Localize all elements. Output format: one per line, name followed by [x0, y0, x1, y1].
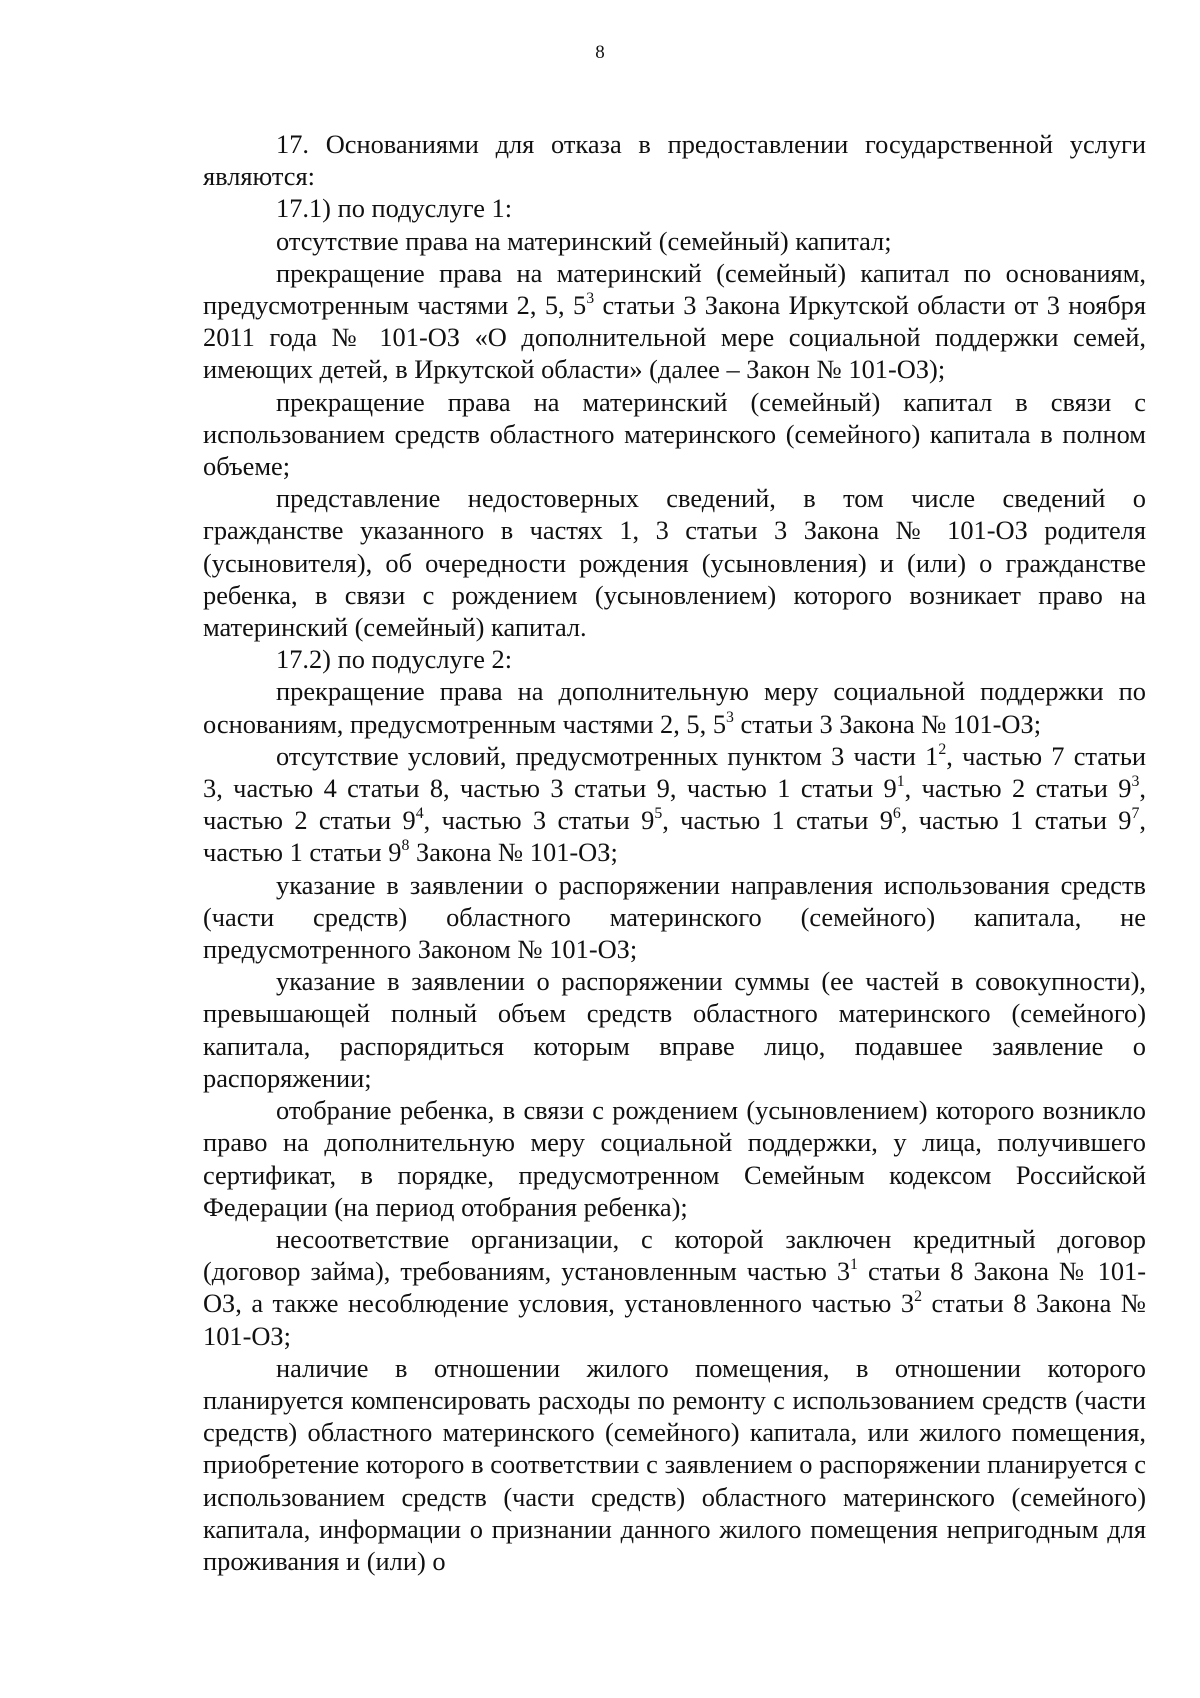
paragraph-p4: прекращение права на материнский (семейный) капитал по основаниям, предусмотренным частями 2, 5, $5^3$ статьи 3 Закона Иркутской области от 3 ноября 2011 года № 101-ОЗ «О дополнительной мере социальной поддержки семей, имеющих детей, в Иркутской области» (далее – Закон № 101-ОЗ);: [203, 257, 1146, 385]
paragraph-p2: 17.1) по подуслуге 1:: [276, 193, 513, 224]
paragraph-p10: указание в заявлении о распоряжении направления использования средств (части средств) областного материнского (семейного) капитала, не предусмотренного Законом № 101-ОЗ;: [203, 869, 1146, 965]
page-number: 8: [595, 42, 605, 63]
paragraph-p9: отсутствие условий, предусмотренных пунктом 3 части $1^2$, частью 7 статьи 3, частью 4 статьи 8, частью 3 статьи 9, частью 1 статьи $9^1$, частью 2 статьи $9^3$, частью 2 статьи $9^4$, частью 3 статьи $9^5$, частью 1 статьи $9^6$, частью 1 статьи $9^7$, частью 1 статьи $9^8$ Закона № 101-ОЗ;: [203, 740, 1147, 868]
paragraph-p3: отсутствие права на материнский (семейный) капитал;: [276, 225, 892, 256]
paragraph-p6: представление недостоверных сведений, в том числе сведений о гражданстве указанного в частях 1, 3 статьи 3 Закона № 101-ОЗ родителя (усыновителя), об очередности рождения (усыновления) и (или) о гражданстве ребенка, в связи с рождением (усыновлением) которого возникает право на материнский (семейный) капитал.: [203, 483, 1146, 643]
paragraph-p11: указание в заявлении о распоряжении суммы (ее частей в совокупности), превышающей полный объем средств областного материнского (семейного) капитала, распорядиться которым вправе лицо, подавшее заявление о распоряжении;: [203, 966, 1146, 1093]
paragraph-p14: наличие в отношении жилого помещения, в отношении которого планируется компенсировать расходы по ремонту с использованием средств (части средств) областного материнского (семейного) капитала, или жилого помещения, приобретение которого в соответствии с заявлением о распоряжении планируется с использованием средств (части средств) областного материнского (семейного) капитала, информации о признании данного жилого помещения непригодным для проживания и (или) о: [203, 1352, 1146, 1576]
paragraph-p8: прекращение права на дополнительную меру социальной поддержки по основаниям, предусмотренным частями 2, 5, $5^3$ статьи 3 Закона № 101-ОЗ;: [203, 676, 1146, 739]
paragraph-p5: прекращение права на материнский (семейный) капитал в связи с использованием средств областного материнского (семейного) капитала в полном объеме;: [203, 386, 1146, 482]
paragraph-p1: 17. Основаниями для отказа в предоставлении государственной услуги являются:: [203, 129, 1146, 192]
document-body: [203, 128, 1146, 1577]
paragraph-p12: отобрание ребенка, в связи с рождением (усыновлением) которого возникло право на дополнительную меру социальной поддержки, у лица, получившего сертификат, в порядке, предусмотренном Семейным кодексом Российской Федерации (на период отобрания ребенка);: [203, 1095, 1146, 1222]
paragraph-p13: несоответствие организации, с которой заключен кредитный договор (договор займа), требованиям, установленным частью $3^1$ статьи 8 Закона № 101-ОЗ, а также несоблюдение условия, установленного частью $3^2$ статьи 8 Закона № 101-ОЗ;: [203, 1223, 1146, 1351]
paragraph-p7: 17.2) по подуслуге 2:: [276, 644, 513, 675]
